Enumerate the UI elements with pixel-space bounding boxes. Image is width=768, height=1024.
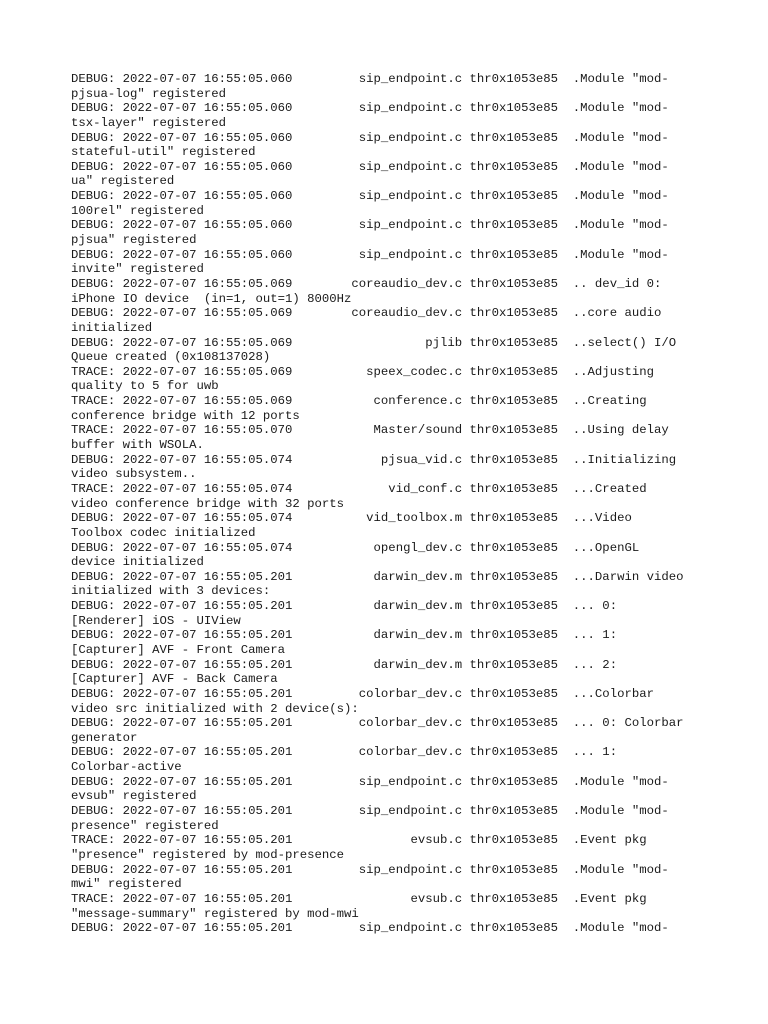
log-line: "presence" registered by mod-presence xyxy=(71,847,345,862)
log-line: DEBUG: 2022-07-07 16:55:05.074 opengl_dev.c thr0x1053e85 ...OpenGL xyxy=(71,540,640,555)
log-line: iPhone IO device (in=1, out=1) 8000Hz xyxy=(71,291,352,306)
log-line: tsx-layer" registered xyxy=(71,115,226,130)
log-line: quality to 5 for uwb xyxy=(71,379,219,394)
log-line: DEBUG: 2022-07-07 16:55:05.060 sip_endpoint.c thr0x1053e85 .Module "mod- xyxy=(71,159,669,174)
log-line: TRACE: 2022-07-07 16:55:05.074 vid_conf.c thr0x1053e85 ...Created xyxy=(71,481,647,496)
log-line: invite" registered xyxy=(71,262,204,277)
log-line: 100rel" registered xyxy=(71,203,204,218)
log-line: Queue created (0x108137028) xyxy=(71,350,271,365)
log-line: DEBUG: 2022-07-07 16:55:05.201 darwin_dev.m thr0x1053e85 ... 2: xyxy=(71,657,618,672)
log-line: DEBUG: 2022-07-07 16:55:05.069 coreaudio_dev.c thr0x1053e85 .. dev_id 0: xyxy=(71,276,662,291)
log-line: DEBUG: 2022-07-07 16:55:05.074 vid_toolbox.m thr0x1053e85 ...Video xyxy=(71,511,632,526)
log-line: [Capturer] AVF - Front Camera xyxy=(71,642,286,657)
log-line: pjsua-log" registered xyxy=(71,86,226,101)
log-line: DEBUG: 2022-07-07 16:55:05.201 sip_endpoint.c thr0x1053e85 .Module "mod- xyxy=(71,921,669,936)
log-line: DEBUG: 2022-07-07 16:55:05.201 colorbar_dev.c thr0x1053e85 ... 1: xyxy=(71,745,618,760)
log-line: DEBUG: 2022-07-07 16:55:05.060 sip_endpoint.c thr0x1053e85 .Module "mod- xyxy=(71,247,669,262)
log-line: stateful-util" registered xyxy=(71,145,256,160)
log-line: DEBUG: 2022-07-07 16:55:05.060 sip_endpoint.c thr0x1053e85 .Module "mod- xyxy=(71,101,669,116)
log-line: Colorbar-active xyxy=(71,760,182,775)
log-line: DEBUG: 2022-07-07 16:55:05.069 coreaudio_dev.c thr0x1053e85 ..core audio xyxy=(71,306,662,321)
log-line: evsub" registered xyxy=(71,789,197,804)
log-line: DEBUG: 2022-07-07 16:55:05.201 colorbar_dev.c thr0x1053e85 ... 0: Colorbar xyxy=(71,716,684,731)
log-line: TRACE: 2022-07-07 16:55:05.069 speex_codec.c thr0x1053e85 ..Adjusting xyxy=(71,364,654,379)
log-line: DEBUG: 2022-07-07 16:55:05.201 sip_endpoint.c thr0x1053e85 .Module "mod- xyxy=(71,862,669,877)
log-line: buffer with WSOLA. xyxy=(71,438,204,453)
log-line: DEBUG: 2022-07-07 16:55:05.074 pjsua_vid.c thr0x1053e85 ..Initializing xyxy=(71,452,677,467)
log-line: "message-summary" registered by mod-mwi xyxy=(71,906,359,921)
log-line: DEBUG: 2022-07-07 16:55:05.060 sip_endpoint.c thr0x1053e85 .Module "mod- xyxy=(71,72,669,86)
log-line: TRACE: 2022-07-07 16:55:05.069 conference.c thr0x1053e85 ..Creating xyxy=(71,394,647,409)
log-line: DEBUG: 2022-07-07 16:55:05.201 darwin_dev.m thr0x1053e85 ...Darwin video xyxy=(71,569,684,584)
log-line: pjsua" registered xyxy=(71,233,197,248)
log-line: DEBUG: 2022-07-07 16:55:05.201 sip_endpoint.c thr0x1053e85 .Module "mod- xyxy=(71,804,669,819)
log-line: generator xyxy=(71,730,138,745)
log-line: DEBUG: 2022-07-07 16:55:05.060 sip_endpoint.c thr0x1053e85 .Module "mod- xyxy=(71,189,669,204)
log-line: TRACE: 2022-07-07 16:55:05.201 evsub.c thr0x1053e85 .Event pkg xyxy=(71,833,647,848)
log-line: video subsystem.. xyxy=(71,467,197,482)
log-line: video conference bridge with 32 ports xyxy=(71,496,345,511)
log-line: DEBUG: 2022-07-07 16:55:05.069 pjlib thr0x1053e85 ..select() I/O xyxy=(71,335,677,350)
log-line: DEBUG: 2022-07-07 16:55:05.201 darwin_dev.m thr0x1053e85 ... 0: xyxy=(71,599,618,614)
log-line: initialized with 3 devices: xyxy=(71,584,271,599)
log-line: mwi" registered xyxy=(71,877,182,892)
log-line: DEBUG: 2022-07-07 16:55:05.060 sip_endpoint.c thr0x1053e85 .Module "mod- xyxy=(71,218,669,233)
log-line: conference bridge with 12 ports xyxy=(71,408,300,423)
log-line: TRACE: 2022-07-07 16:55:05.201 evsub.c thr0x1053e85 .Event pkg xyxy=(71,891,647,906)
log-line: [Capturer] AVF - Back Camera xyxy=(71,672,278,687)
log-line: ua" registered xyxy=(71,174,175,189)
log-line: presence" registered xyxy=(71,818,219,833)
log-line: video src initialized with 2 device(s): xyxy=(71,701,359,716)
log-line: DEBUG: 2022-07-07 16:55:05.060 sip_endpoint.c thr0x1053e85 .Module "mod- xyxy=(71,130,669,145)
log-document xyxy=(71,72,711,936)
log-line: device initialized xyxy=(71,555,204,570)
log-line: DEBUG: 2022-07-07 16:55:05.201 sip_endpoint.c thr0x1053e85 .Module "mod- xyxy=(71,774,669,789)
log-line: [Renderer] iOS - UIView xyxy=(71,613,241,628)
log-line: DEBUG: 2022-07-07 16:55:05.201 colorbar_dev.c thr0x1053e85 ...Colorbar xyxy=(71,686,654,701)
log-line: initialized xyxy=(71,320,153,335)
log-line: TRACE: 2022-07-07 16:55:05.070 Master/sound thr0x1053e85 ..Using delay xyxy=(71,423,669,438)
log-line: Toolbox codec initialized xyxy=(71,525,256,540)
log-line: DEBUG: 2022-07-07 16:55:05.201 darwin_dev.m thr0x1053e85 ... 1: xyxy=(71,628,618,643)
